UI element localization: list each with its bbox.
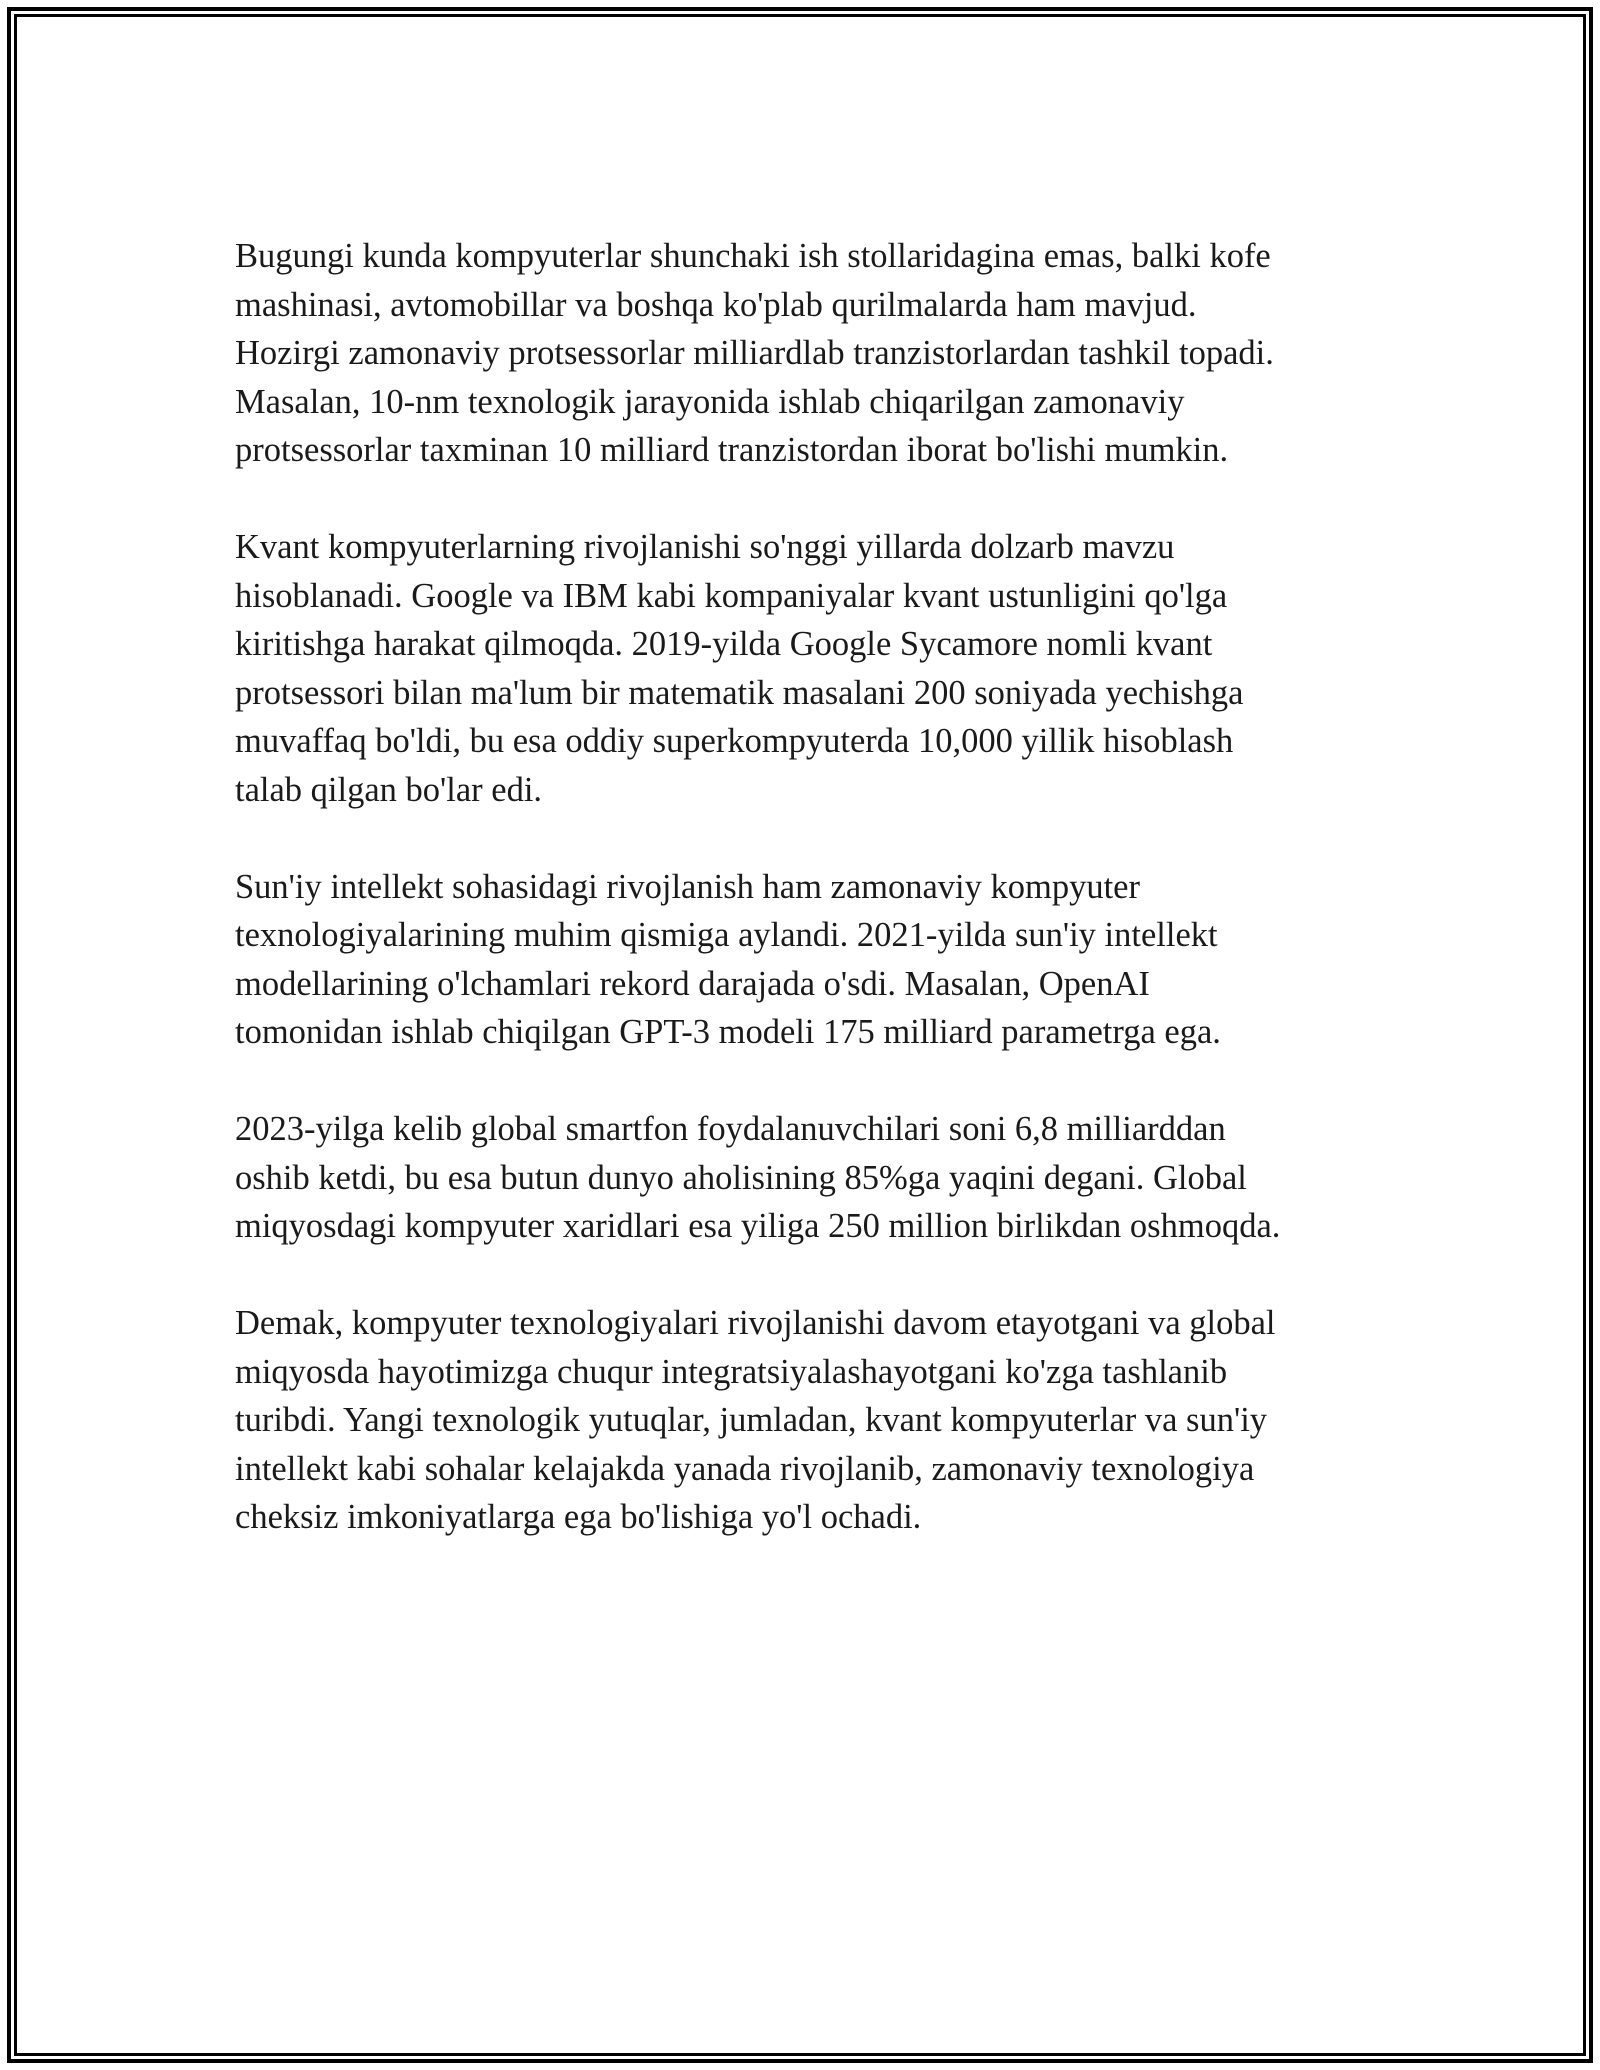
paragraph-computers-everywhere: Bugungi kunda kompyuterlar shunchaki ish stollaridagina emas, balki kofe mashinasi, avtomobillar va boshqa ko'plab qurilmalarda ham mavjud. Hozirgi zamonaviy protsessorlar milliardlab tranzistorlardan tashkil topadi. Masalan, 10-nm texnologik jarayonida ishlab chiqarilgan zamonaviy protsessorlar taxminan 10 milliard tranzistordan iborat bo'lishi mumkin. [235, 237, 1274, 469]
paragraph-artificial-intelligence: Sun'iy intellekt sohasidagi rivojlanish ham zamonaviy kompyuter texnologiyalarining muhim qismiga aylandi. 2021-yilda sun'iy intellekt modellarining o'lchamlari rekord darajada o'sdi. Masalan, OpenAI tomonidan ishlab chiqilgan GPT-3 modeli 175 milliard parametrga ega. [235, 867, 1221, 1051]
paragraph-smartphone-users: 2023-yilga kelib global smartfon foydalanuvchilari soni 6,8 milliarddan oshib ketdi, bu esa butun dunyo aholisining 85%ga yaqini degani. Global miqyosdagi kompyuter xaridlari esa yiliga 250 million birlikdan oshmoqda. [235, 1110, 1281, 1245]
paragraph-quantum-computing: Kvant kompyuterlarning rivojlanishi so'nggi yillarda dolzarb mavzu hisoblanadi. Google va IBM kabi kompaniyalar kvant ustunligini qo'lga kiritishga harakat qilmoqda. 2019-yilda Google Sycamore nomli kvant protsessori bilan ma'lum bir matematik masalani 200 soniyada yechishga muvaffaq bo'ldi, bu esa oddiy superkompyuterda 10,000 yillik hisoblash talab qilgan bo'lar edi. [235, 528, 1244, 809]
paragraph-conclusion: Demak, kompyuter texnologiyalari rivojlanishi davom etayotgani va global miqyosda hayotimizga chuqur integratsiyalashayotgani ko'zga tashlanib turibdi. Yangi texnologik yutuqlar, jumladan, kvant kompyuterlar va sun'iy intellekt kabi sohalar kelajakda yanada rivojlanib, zamonaviy texnologiya cheksiz imkoniyatlarga ega bo'lishiga yo'l ochadi. [235, 1304, 1276, 1536]
document-body [235, 232, 1365, 1590]
